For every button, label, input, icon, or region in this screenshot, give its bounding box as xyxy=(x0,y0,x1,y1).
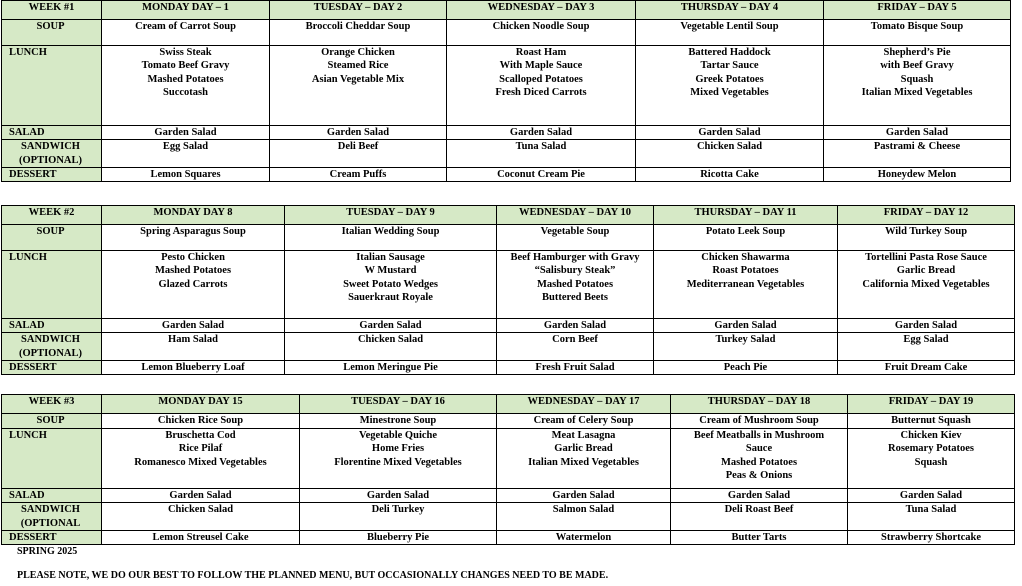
lunch-item xyxy=(102,429,300,489)
week-header-row xyxy=(2,395,1015,414)
lunch-item-line: Mashed Potatoes xyxy=(147,73,224,85)
dessert-item: Lemon Meringue Pie xyxy=(285,360,497,374)
salad-row-label: SALAD xyxy=(2,489,102,503)
lunch-row xyxy=(2,429,1015,489)
sandwich-row-label xyxy=(2,503,102,531)
lunch-item-line: Orange Chicken xyxy=(321,47,395,58)
salad-item: Garden Salad xyxy=(824,126,1011,140)
sandwich-label-line: (OPTIONAL) xyxy=(19,154,82,166)
salad-item: Garden Salad xyxy=(285,319,497,333)
dessert-item: Peach Pie xyxy=(654,360,838,374)
season-label: SPRING 2025 xyxy=(17,546,78,557)
lunch-item-line: Italian Sausage xyxy=(356,252,425,263)
lunch-row xyxy=(2,251,1015,319)
lunch-item-line: Bruschetta Cod xyxy=(165,430,236,441)
week-header-row xyxy=(2,206,1015,225)
day-header: FRIDAY – DAY 12 xyxy=(838,206,1015,225)
lunch-item xyxy=(824,46,1011,126)
lunch-row-label: LUNCH xyxy=(2,429,102,489)
sandwich-item: Egg Salad xyxy=(102,140,270,168)
soup-row-label: SOUP xyxy=(2,225,102,251)
soup-item: Broccoli Cheddar Soup xyxy=(270,20,447,46)
dessert-item: Lemon Blueberry Loaf xyxy=(102,360,285,374)
week-3-menu-table xyxy=(1,394,1015,545)
soup-item: Vegetable Soup xyxy=(497,225,654,251)
dessert-item: Fresh Fruit Salad xyxy=(497,360,654,374)
lunch-item-line: Squash xyxy=(900,73,934,85)
lunch-item xyxy=(671,429,848,489)
dessert-row xyxy=(2,167,1011,181)
soup-item: Spring Asparagus Soup xyxy=(102,225,285,251)
menu-change-note: PLEASE NOTE, WE DO OUR BEST TO FOLLOW THE PLANNED MENU, BUT OCCASIONALLY CHANGES NEED TO BE MADE. xyxy=(17,570,609,581)
lunch-item-line: Italian Mixed Vegetables xyxy=(861,86,973,98)
soup-item: Italian Wedding Soup xyxy=(285,225,497,251)
lunch-row xyxy=(2,46,1011,126)
dessert-item: Butter Tarts xyxy=(671,530,848,544)
lunch-item-line: Sauce xyxy=(745,443,773,455)
lunch-item-line: Peas & Onions xyxy=(725,469,793,481)
lunch-item xyxy=(654,251,838,319)
soup-item: Butternut Squash xyxy=(848,414,1015,429)
salad-item: Garden Salad xyxy=(497,319,654,333)
lunch-item-line: Steamed Rice xyxy=(327,60,389,72)
soup-row xyxy=(2,225,1015,251)
sandwich-row xyxy=(2,140,1011,168)
sandwich-row-label xyxy=(2,333,102,361)
sandwich-row xyxy=(2,503,1015,531)
day-header: THURSDAY – DAY 18 xyxy=(671,395,848,414)
sandwich-item: Tuna Salad xyxy=(848,503,1015,531)
lunch-item-line: Beef Meatballs in Mushroom xyxy=(693,430,825,441)
salad-row xyxy=(2,319,1015,333)
soup-row-label: SOUP xyxy=(2,20,102,46)
lunch-item xyxy=(497,429,671,489)
lunch-item-line: Roast Ham xyxy=(515,47,567,58)
soup-row-label: SOUP xyxy=(2,414,102,429)
dessert-row-label: DESSERT xyxy=(2,167,102,181)
lunch-item-line: Florentine Mixed Vegetables xyxy=(334,456,462,468)
sandwich-label-line: SANDWICH xyxy=(21,334,80,346)
lunch-item-line: Sauerkraut Royale xyxy=(348,291,433,303)
soup-row xyxy=(2,414,1015,429)
dessert-row xyxy=(2,360,1015,374)
salad-item: Garden Salad xyxy=(671,489,848,503)
dessert-row xyxy=(2,530,1015,544)
dessert-item: Strawberry Shortcake xyxy=(848,530,1015,544)
lunch-item xyxy=(285,251,497,319)
day-header: FRIDAY – DAY 5 xyxy=(824,1,1011,20)
soup-item: Vegetable Lentil Soup xyxy=(636,20,824,46)
soup-row xyxy=(2,20,1011,46)
lunch-item-line: Shepherd’s Pie xyxy=(883,47,951,58)
lunch-item-line: Garlic Bread xyxy=(554,443,613,455)
lunch-item xyxy=(848,429,1015,489)
dessert-item: Blueberry Pie xyxy=(300,530,497,544)
lunch-item-line: Rosemary Potatoes xyxy=(887,443,974,455)
day-header: TUESDAY – DAY 9 xyxy=(285,206,497,225)
day-header: WEDNESDAY – DAY 3 xyxy=(447,1,636,20)
dessert-item: Cream Puffs xyxy=(270,167,447,181)
lunch-item-line: With Maple Sauce xyxy=(499,60,583,72)
soup-item: Chicken Noodle Soup xyxy=(447,20,636,46)
sandwich-label-line: (OPTIONAL xyxy=(20,517,81,529)
sandwich-item: Chicken Salad xyxy=(285,333,497,361)
dessert-item: Watermelon xyxy=(497,530,671,544)
salad-item: Garden Salad xyxy=(636,126,824,140)
lunch-item-line: Mashed Potatoes xyxy=(536,278,614,290)
soup-item: Cream of Carrot Soup xyxy=(102,20,270,46)
lunch-item-line: Scalloped Potatoes xyxy=(499,73,583,85)
dessert-item: Fruit Dream Cake xyxy=(838,360,1015,374)
lunch-item-line: “Salisbury Steak” xyxy=(534,265,616,277)
salad-item: Garden Salad xyxy=(447,126,636,140)
week-label: WEEK #3 xyxy=(2,395,102,414)
salad-row-label: SALAD xyxy=(2,126,102,140)
lunch-item-line: Tartar Sauce xyxy=(700,60,759,72)
lunch-item-line: Mashed Potatoes xyxy=(154,265,232,277)
lunch-item-line: Roast Potatoes xyxy=(712,265,779,277)
salad-item: Garden Salad xyxy=(102,126,270,140)
soup-item: Wild Turkey Soup xyxy=(838,225,1015,251)
dessert-row-label: DESSERT xyxy=(2,530,102,544)
day-header: MONDAY DAY 8 xyxy=(102,206,285,225)
sandwich-item: Chicken Salad xyxy=(102,503,300,531)
lunch-item-line: Chicken Kiev xyxy=(900,430,962,441)
week-label: WEEK #1 xyxy=(2,1,102,20)
lunch-item-line: Rice Pilaf xyxy=(178,443,223,455)
salad-item: Garden Salad xyxy=(270,126,447,140)
lunch-item-line: Swiss Steak xyxy=(159,47,212,58)
lunch-item-line: Sweet Potato Wedges xyxy=(343,278,438,290)
day-header: THURSDAY – DAY 4 xyxy=(636,1,824,20)
sandwich-item: Corn Beef xyxy=(497,333,654,361)
salad-item: Garden Salad xyxy=(654,319,838,333)
lunch-item-line: Fresh Diced Carrots xyxy=(495,86,587,98)
lunch-item-line: Mashed Potatoes xyxy=(720,456,798,468)
lunch-item-line: Mixed Vegetables xyxy=(690,86,769,98)
soup-item: Cream of Mushroom Soup xyxy=(671,414,848,429)
soup-item: Potato Leek Soup xyxy=(654,225,838,251)
lunch-item-line: Squash xyxy=(914,456,948,468)
sandwich-label-line: (OPTIONAL) xyxy=(19,347,82,359)
day-header: WEDNESDAY – DAY 10 xyxy=(497,206,654,225)
day-header: MONDAY DAY 15 xyxy=(102,395,300,414)
salad-item: Garden Salad xyxy=(848,489,1015,503)
dessert-item: Lemon Squares xyxy=(102,167,270,181)
lunch-row-label: LUNCH xyxy=(2,251,102,319)
dessert-item: Honeydew Melon xyxy=(824,167,1011,181)
sandwich-row-label xyxy=(2,140,102,168)
week-1-menu-table xyxy=(1,0,1011,182)
lunch-item xyxy=(102,46,270,126)
lunch-item-line: Battered Haddock xyxy=(688,47,771,58)
dessert-item: Ricotta Cake xyxy=(636,167,824,181)
lunch-item-line: Chicken Shawarma xyxy=(701,252,790,263)
lunch-item-line: Glazed Carrots xyxy=(158,278,228,290)
lunch-item xyxy=(102,251,285,319)
soup-item: Tomato Bisque Soup xyxy=(824,20,1011,46)
soup-item: Cream of Celery Soup xyxy=(497,414,671,429)
sandwich-item: Deli Beef xyxy=(270,140,447,168)
sandwich-label-line: SANDWICH xyxy=(21,504,80,516)
salad-row-label: SALAD xyxy=(2,319,102,333)
week-header-row xyxy=(2,1,1011,20)
lunch-item-line: Garlic Bread xyxy=(896,265,956,277)
week-2-menu-table xyxy=(1,205,1015,375)
salad-item: Garden Salad xyxy=(497,489,671,503)
salad-item: Garden Salad xyxy=(102,319,285,333)
lunch-item-line: Romanesco Mixed Vegetables xyxy=(134,456,267,468)
salad-item: Garden Salad xyxy=(838,319,1015,333)
sandwich-row xyxy=(2,333,1015,361)
dessert-item: Coconut Cream Pie xyxy=(447,167,636,181)
lunch-item-line: Italian Mixed Vegetables xyxy=(528,456,639,468)
day-header: MONDAY DAY – 1 xyxy=(102,1,270,20)
sandwich-item: Pastrami & Cheese xyxy=(824,140,1011,168)
salad-item: Garden Salad xyxy=(102,489,300,503)
lunch-item-line: Meat Lasagna xyxy=(551,430,616,441)
week-label: WEEK #2 xyxy=(2,206,102,225)
soup-item: Chicken Rice Soup xyxy=(102,414,300,429)
day-header: FRIDAY – DAY 19 xyxy=(848,395,1015,414)
dessert-row-label: DESSERT xyxy=(2,360,102,374)
sandwich-item: Deli Roast Beef xyxy=(671,503,848,531)
sandwich-item: Ham Salad xyxy=(102,333,285,361)
lunch-item-line: California Mixed Vegetables xyxy=(862,278,990,290)
lunch-item-line: Tomato Beef Gravy xyxy=(141,60,230,72)
lunch-item-line: Mediterranean Vegetables xyxy=(686,278,805,290)
lunch-item xyxy=(497,251,654,319)
lunch-item xyxy=(838,251,1015,319)
sandwich-item: Chicken Salad xyxy=(636,140,824,168)
lunch-item-line: Succotash xyxy=(163,86,208,98)
lunch-item-line: Buttered Beets xyxy=(542,291,608,303)
lunch-item-line: Tortellini Pasta Rose Sauce xyxy=(865,252,987,263)
lunch-item-line: Asian Vegetable Mix xyxy=(311,73,405,85)
lunch-item-line: with Beef Gravy xyxy=(880,60,954,72)
dessert-item: Lemon Streusel Cake xyxy=(102,530,300,544)
lunch-item-line: Home Fries xyxy=(371,443,425,455)
lunch-item xyxy=(636,46,824,126)
day-header: THURSDAY – DAY 11 xyxy=(654,206,838,225)
day-header: WEDNESDAY – DAY 17 xyxy=(497,395,671,414)
sandwich-label-line: SANDWICH xyxy=(21,141,80,153)
day-header: TUESDAY – DAY 2 xyxy=(270,1,447,20)
lunch-item-line: Vegetable Quiche xyxy=(358,430,438,441)
sandwich-item: Deli Turkey xyxy=(300,503,497,531)
salad-item: Garden Salad xyxy=(300,489,497,503)
sandwich-item: Egg Salad xyxy=(838,333,1015,361)
sandwich-item: Salmon Salad xyxy=(497,503,671,531)
lunch-item-line: Pesto Chicken xyxy=(161,252,225,263)
sandwich-item: Turkey Salad xyxy=(654,333,838,361)
lunch-item-line: W Mustard xyxy=(364,265,417,277)
lunch-item-line: Beef Hamburger with Gravy xyxy=(510,252,640,263)
lunch-item xyxy=(447,46,636,126)
lunch-item-line: Greek Potatoes xyxy=(695,73,764,85)
lunch-item xyxy=(270,46,447,126)
soup-item: Minestrone Soup xyxy=(300,414,497,429)
lunch-item xyxy=(300,429,497,489)
lunch-row-label: LUNCH xyxy=(2,46,102,126)
salad-row xyxy=(2,126,1011,140)
day-header: TUESDAY – DAY 16 xyxy=(300,395,497,414)
salad-row xyxy=(2,489,1015,503)
sandwich-item: Tuna Salad xyxy=(447,140,636,168)
